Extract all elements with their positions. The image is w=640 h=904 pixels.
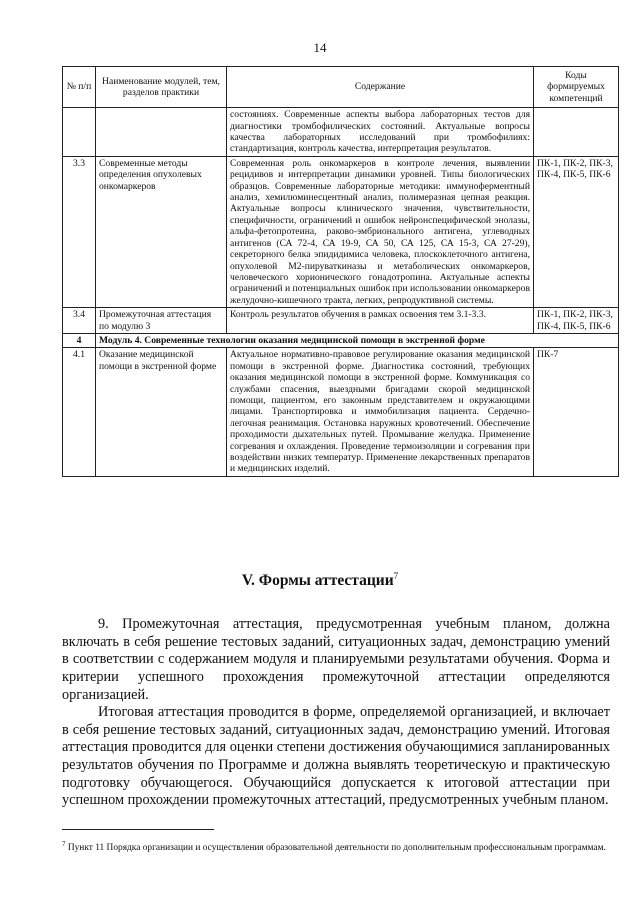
page-number: 14 (313, 40, 327, 55)
module-num: 4 (63, 333, 96, 347)
footnote-divider (62, 829, 214, 830)
row-num: 4.1 (63, 348, 96, 476)
footnote-text: Пункт 11 Порядка организации и осуществления образовательной деятельности по дополнительным профессиональным программам. (65, 843, 606, 854)
row-num: 3.3 (63, 156, 96, 307)
row-content: состояниях. Современные аспекты выбора лабораторных тестов для диагностики тромбофилических состояний. Актуальные вопросы качества лабораторных исследований при тромбофилиях: стандартизация, контроль качества, интерпретация результатов. (227, 108, 534, 157)
module-header-row (63, 333, 619, 347)
row-codes: ПК-7 (534, 348, 619, 476)
paragraph: Итоговая аттестация проводится в форме, определяемой организацией, и включает в себя решение тестовых заданий, ситуационных задач, демонстрацию умений. Итоговая аттестация проводится для оценки степени достижения обучающимися запланированных результатов обучения по Программе и должна выявлять теоретическую и практическую подготовку обучающегося. Обучающийся допускается к итоговой аттестации при успешном прохождении промежуточных аттестаций, предусмотренных учебным планом. (62, 704, 610, 809)
row-name: Оказание медицинской помощи в экстренной форме (96, 348, 227, 476)
row-name (96, 108, 227, 157)
curriculum-table (62, 66, 619, 477)
row-codes: ПК-1, ПК-2, ПК-3, ПК-4, ПК-5, ПК-6 (534, 156, 619, 307)
row-num: 3.4 (63, 308, 96, 334)
table-row (63, 156, 619, 307)
row-codes (534, 108, 619, 157)
table-row (63, 108, 619, 157)
header-content: Содержание (227, 67, 534, 108)
table-row (63, 308, 619, 334)
footnote-ref: 7 (393, 571, 399, 581)
row-name: Современные методы определения опухолевых онкомаркеров (96, 156, 227, 307)
paragraph: 9. Промежуточная аттестация, предусмотренная учебным планом, должна включать в себя решение тестовых заданий, ситуационных задач, демонстрацию умений в соответствии с содержанием модуля и планируемыми результатами обучения. Форма и критерии успешного прохождения промежуточной аттестации определяются организацией. (62, 616, 610, 703)
header-num: № п/п (63, 67, 96, 108)
header-codes: Коды формируемых компетенций (534, 67, 619, 108)
section-title (0, 571, 640, 590)
row-content: Контроль результатов обучения в рамках освоения тем 3.1-3.3. (227, 308, 534, 334)
row-codes: ПК-1, ПК-2, ПК-3, ПК-4, ПК-5, ПК-6 (534, 308, 619, 334)
module-title: Модуль 4. Современные технологии оказания медицинской помощи в экстренной форме (96, 333, 619, 347)
row-content: Актуальное нормативно-правовое регулирование оказания медицинской помощи в экстренной форме. Диагностика состояний, требующих оказания медицинской помощи в экстренной форме. Коммуникация со службами спасения, выездными бригадами скорой медицинской помощи, пациентом, его законным представителем и окружающими лицами. Транспортировка и иммобилизация пациента. Сердечно-легочная реанимация. Остановка наружных кровотечений. Обеспечение проходимости дыхательных путей. Промывание желудка. Применение согревания и охлаждения. Проведение термоизоляции и согревания при воздействии низких температур. Применение лекарственных препаратов и медицинских изделий. (227, 348, 534, 476)
row-num (63, 108, 96, 157)
footnote (62, 838, 610, 855)
section-title-text: V. Формы аттестации (241, 572, 394, 590)
table-header-row (63, 67, 619, 108)
table-row (63, 348, 619, 476)
row-content: Современная роль онкомаркеров в контроле лечения, выявлении рецидивов и интерпретации динамики уровней. Типы биологических образцов. Современные лабораторные методики: иммуноферментный анализ, хемилюминесцентный анализ, полимеразная цепная реакция. Актуальные вопросы клинического значения, чувствительности, специфичности, ограничений и ошибок нейронспецифической энолазы, альфа-фетопротеина, раково-эмбрионального антигена, углеводных антигенов (СА 72-4, СА 19-9, СА 50, СА 125, СА 15-3, СА 27-29), секреторного белка эпидидимиса человека, плоскоклеточного антигена, опухолевой М2-пируваткиназы и метаболических онкомаркеров, человеческого хорионического гонадотропина. Актуальные аспекты ограничений и потенциальных ошибок при использовании онкомаркеров желудочно-кишечного тракта, легких, репродуктивной системы. (227, 156, 534, 307)
header-name: Наименование модулей, тем, разделов практики (96, 67, 227, 108)
row-name: Промежуточная аттестация по модулю 3 (96, 308, 227, 334)
footnote-marker: 7 (62, 840, 66, 848)
